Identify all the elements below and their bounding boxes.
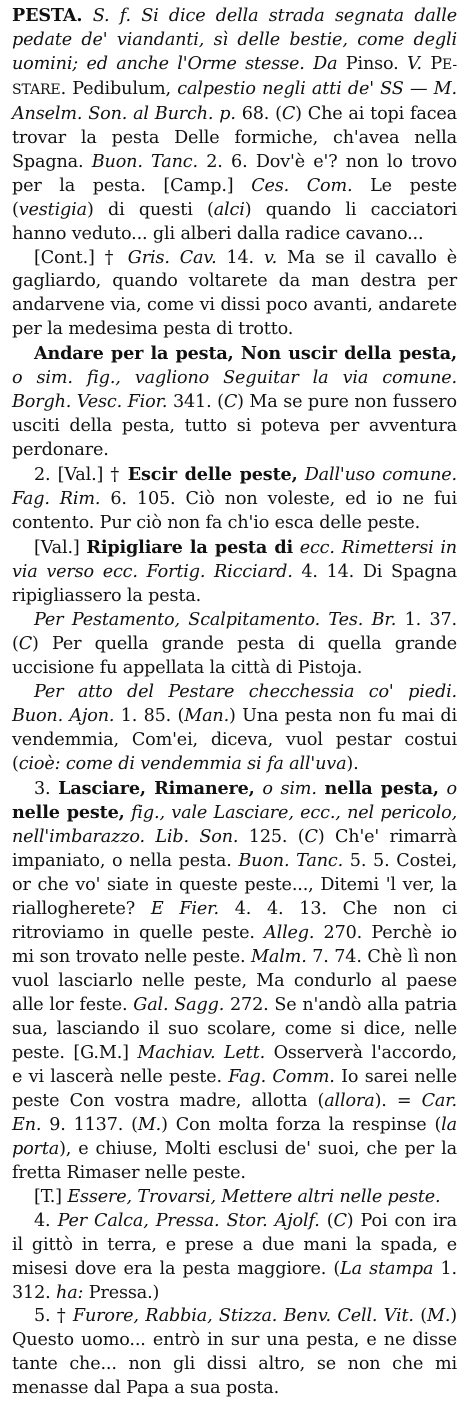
entry-pesta-atto-del-pestare: Per atto del Pestare checchessia co' piedi. Buon. Ajon. 1. 85. (Man.) Una pesta non fu mai di vendemmia, Com'ei, diceva, vuol pestar costui (cioè: come di vendemmia si fa all'uva). — [12, 681, 457, 774]
entry-pesta-pestamento: Per Pestamento, Scalpitamento. Tes. Br. 1. 37. (C) Per quella grande pesta di quella grande uccisione fu appellata la città di Pistoja. — [12, 609, 457, 678]
entry-pesta-sense-5: 5. † Furore, Rabbia, Stizza. Benv. Cell. Vit. (M.) Questo uomo... entrò in sur una pesta, e ne disse tante che... non gli dissi altro, se non che mi menasse dal Papa a sua posta. — [12, 1306, 457, 1399]
entry-pesta-essere-trovarsi: [T.] Essere, Trovarsi, Mettere altri nelle peste. — [34, 1186, 441, 1207]
entry-pesta-andare-per-la-pesta: Andare per la pesta, Non uscir della pesta, o sim. fig., vagliono Seguitar la via comune. Borgh. Vesc. Fior. 341. (C) Ma se pure non fussero usciti della pesta, tutto si poteva per avventura perdonare. — [12, 343, 457, 461]
entry-pesta-ripigliare: [Val.] Ripigliare la pesta di ecc. Rimettersi in via verso ecc. Fortig. Ricciard. 4. 14. Di Spagna ripigliassero la pesta. — [12, 536, 457, 606]
entry-pesta-definition: PESTA. S. f. Si dice della strada segnata dalle pedate de' viandanti, sì delle bestie, come degli uomini; ed anche l'Orme stesse. Da Pinso. V. PE-STARE. Pedibulum, calpestio negli atti de' SS — M. Anselm. Son. al Burch. p. 68. (C) Che ai topi facea trovar la pesta Delle formiche, ch'avea nella Spagna. Buon. Tanc. 2. 6. Dov'è e'? non lo trovo per la pesta. [Camp.] Ces. Com. Le peste (vestigia) di questi (alci) quando li cacciatori hanno veduto... gli alberi dalla radice cavano... — [12, 5, 458, 244]
entry-pesta-sense-4: 4. Per Calca, Pressa. Stor. Ajolf. (C) Poi con ira il gittò in terra, e prese a due mani la spada, e misesi dove era la pesta maggiore. (La stampa 1. 312. ha: Pressa.) — [12, 1210, 457, 1303]
entry-pesta-cont-citation: [Cont.] † Gris. Cav. 14. v. Ma se il cavallo è gagliardo, quando voltarete da man destra per andarvene via, come vi dissi poco avanti, andarete per la medesima pesta di trotto. — [12, 247, 458, 340]
entry-pesta-sense-2: 2. [Val.] † Escir delle peste, Dall'uso comune. Fag. Rim. 6. 105. Ciò non voleste, ed io ne fui contento. Pur ciò non fa ch'io esca delle peste. — [12, 464, 457, 534]
entry-pesta-sense-3: 3. Lasciare, Rimanere, o sim. nella pesta, o nelle peste, fig., vale Lasciare, ecc., nel pericolo, nell'imbarazzo. Lib. Son. 125. (C) Ch'e' rimarrà impaniato, o nella pesta. Buon. Tanc. 5. 5. Costei, or che vo' siate in queste peste..., Ditemi 'l ver, la riallogherete? E Fier. 4. 4. 13. Che non ci ritroviamo in quelle peste. Alleg. 270. Perchè io mi son trovato nelle peste. Malm. 7. 74. Chè lì non vuol lasciarlo nelle peste, Ma condurlo al paese alle lor feste. Gal. Sagg. 272. Se n'andò alla patria sua, lasciando il suo scolare, come si dice, nelle peste. [G.M.] Machiav. Lett. Osserverà l'accordo, e vi lascerà nelle peste. Fag. Comm. Io sarei nelle peste Con vostra madre, allotta (allora). = Car. En. 9. 1137. (M.) Con molta forza la respinse (la porta), e chiuse, Molti esclusi de' suoi, che per la fretta Rimaser nelle peste. — [12, 777, 458, 1183]
